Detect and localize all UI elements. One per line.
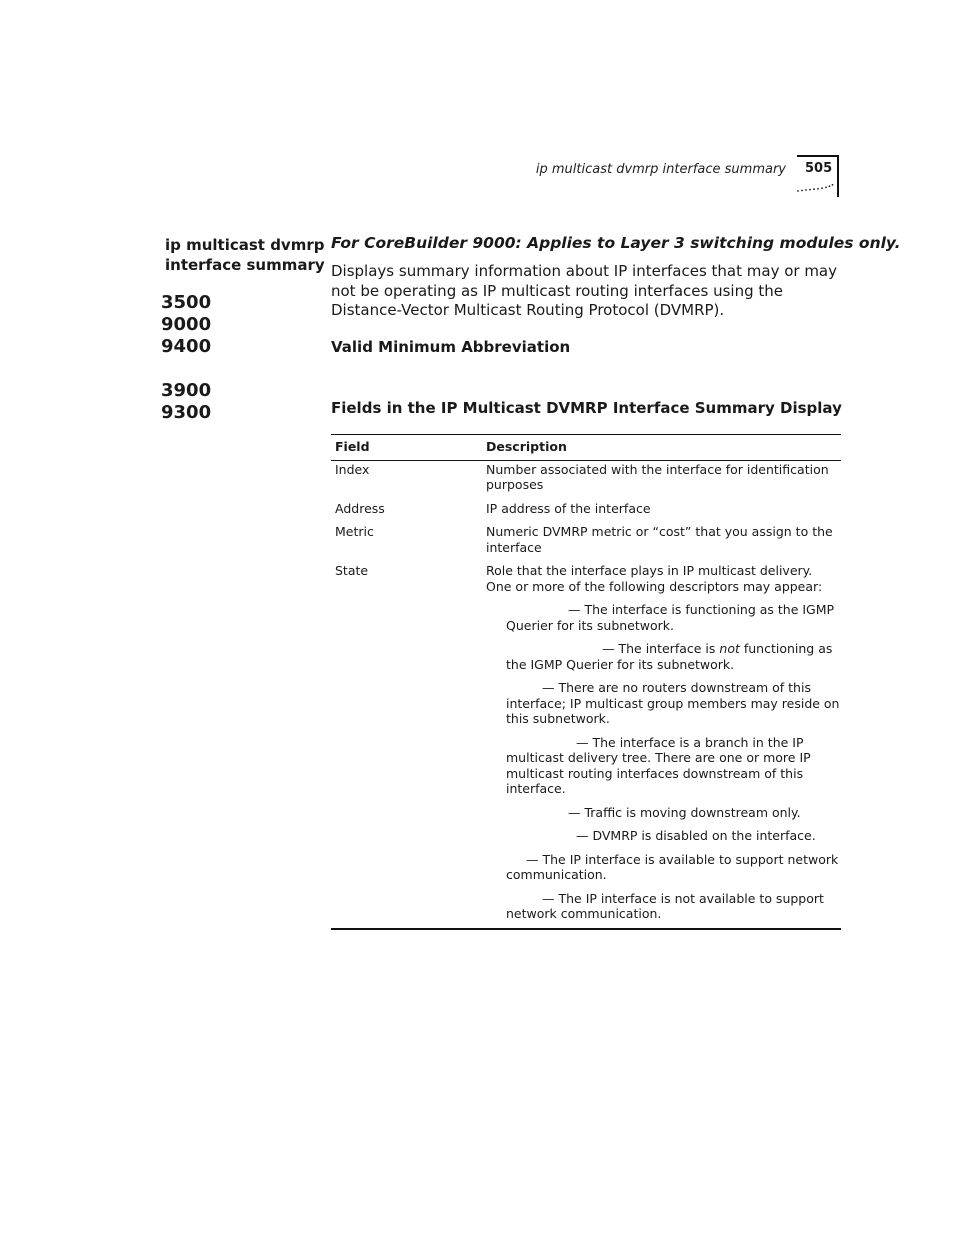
field-name: Address	[335, 500, 385, 516]
running-header-title: ip multicast dvmrp interface summary	[535, 162, 786, 177]
abbreviation-heading: Valid Minimum Abbreviation	[331, 338, 571, 356]
state-descriptor-text: — The IP interface is available to support network communication.	[506, 851, 839, 882]
column-header-description: Description	[486, 439, 567, 454]
state-descriptor-list	[486, 602, 841, 922]
platform-list-b	[161, 380, 211, 424]
platform-label: 3900	[161, 380, 212, 401]
state-descriptor	[506, 680, 841, 727]
intro-paragraph: Displays summary information about IP interfaces that may or may not be operating as IP multicast routing interfaces using the Distance-Vector Multicast Routing Protocol (DVMRP).	[331, 262, 838, 319]
state-descriptor	[506, 891, 841, 922]
platform-label: 9400	[161, 336, 212, 357]
state-descriptor	[506, 735, 841, 797]
state-descriptor	[506, 828, 841, 844]
state-descriptor	[506, 641, 841, 672]
state-descriptor-text: — The interface is functioning as the IGMP Querier for its subnetwork.	[506, 602, 835, 633]
command-title: ip multicast dvmrp interface summary	[165, 236, 325, 274]
platform-list-a	[161, 292, 211, 358]
page-number: 505	[805, 161, 833, 176]
page-number-rule-top	[797, 155, 839, 157]
state-descriptor-text: — DVMRP is disabled on the interface.	[576, 828, 816, 843]
field-name: Index	[335, 461, 370, 477]
state-descriptor-text: — The IP interface is not available to support network communication.	[506, 890, 824, 921]
table-row	[331, 501, 841, 517]
table-row	[331, 462, 841, 493]
table-row	[331, 563, 841, 922]
field-name: Metric	[335, 524, 374, 539]
fields-table	[331, 434, 841, 930]
field-description-state	[486, 563, 841, 922]
state-descriptor	[506, 805, 841, 821]
platform-label: 3500	[161, 292, 212, 313]
table-bottom-rule	[331, 928, 841, 930]
field-description: Numeric DVMRP metric or “cost” that you assign to the interface	[486, 524, 833, 555]
state-intro: Role that the interface plays in IP multicast delivery. One or more of the following descriptors may appear:	[486, 563, 823, 594]
applies-note: For CoreBuilder 9000: Applies to Layer 3 switching modules only.	[331, 234, 901, 252]
field-name: State	[335, 563, 369, 578]
platform-label: 9300	[161, 402, 212, 423]
state-descriptor	[506, 852, 841, 883]
platform-label: 9000	[161, 314, 212, 335]
state-descriptor-emphasis: not	[719, 641, 740, 656]
table-header-rule	[331, 460, 841, 461]
decorative-dots	[796, 183, 836, 193]
state-descriptor-text: — Traffic is moving downstream only.	[568, 804, 801, 820]
state-descriptor-text: functioning as the IGMP Querier for its subnetwork.	[506, 641, 833, 672]
field-description: Number associated with the interface for identification purposes	[486, 461, 829, 492]
state-descriptor-text: — The interface is	[602, 641, 720, 656]
state-descriptor	[506, 602, 841, 633]
column-header-field: Field	[335, 439, 370, 454]
state-descriptor-text: — The interface is a branch in the IP multicast delivery tree. There are one or more IP multicast routing interfaces downstream of this interface.	[506, 734, 811, 796]
fields-heading: Fields in the IP Multicast DVMRP Interface Summary Display	[331, 399, 842, 417]
state-descriptor-text: — There are no routers downstream of this interface; IP multicast group members may reside on this subnetwork.	[506, 680, 840, 726]
field-description: IP address of the interface	[486, 500, 651, 516]
table-header-row	[331, 435, 841, 460]
page-number-rule-right	[837, 155, 839, 197]
table-row	[331, 524, 841, 555]
